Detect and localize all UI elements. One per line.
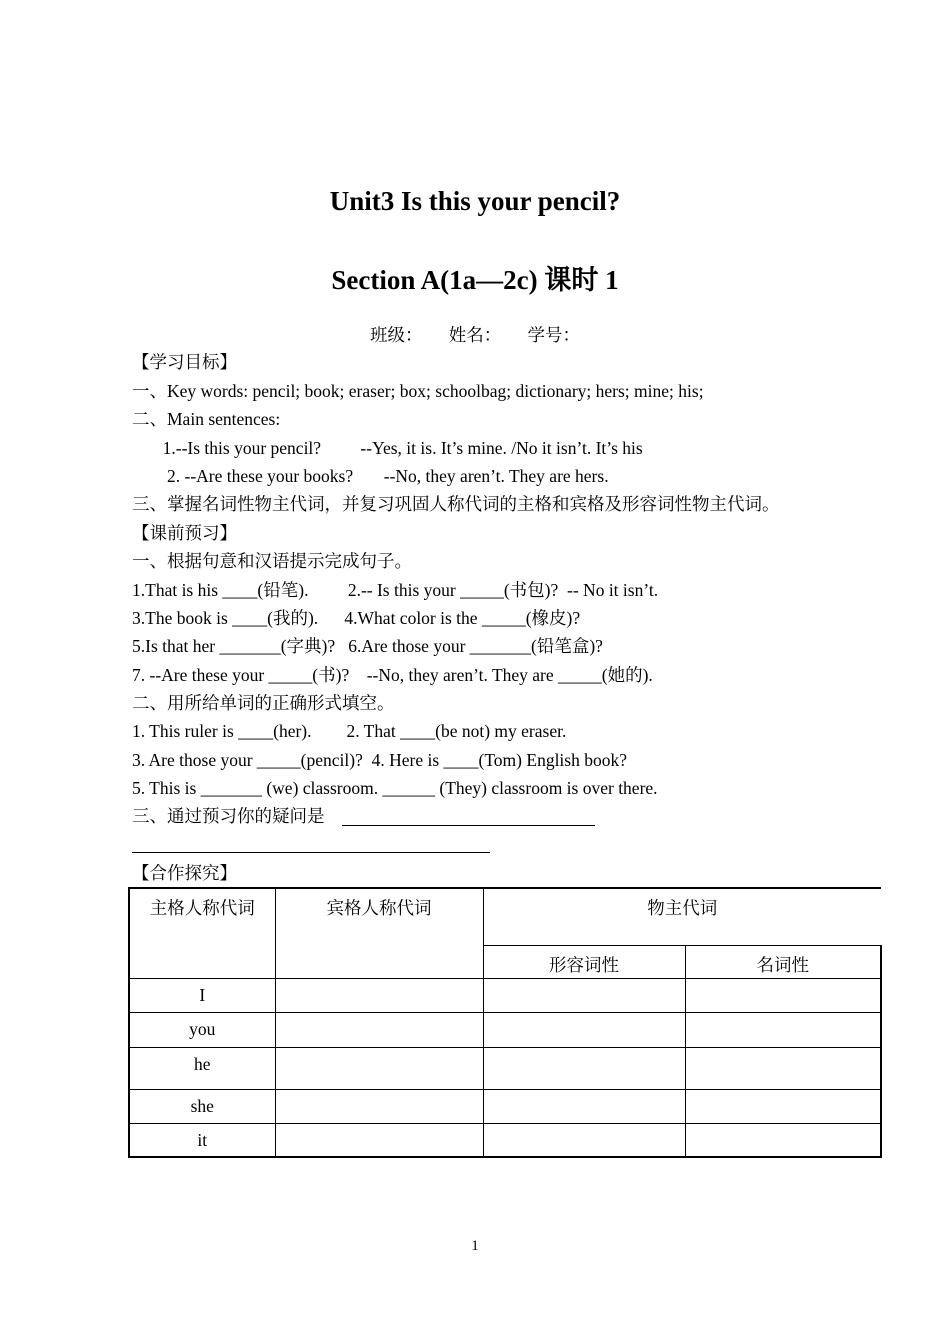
answer-cell[interactable] <box>483 1013 685 1048</box>
header-subject-pronoun: 主格人称代词 <box>129 888 275 979</box>
table-row-label: he <box>129 1048 275 1090</box>
section-subtitle: Section A(1a—2c) 课时 1 <box>331 265 619 295</box>
answer-cell[interactable] <box>275 1048 483 1090</box>
answer-cell[interactable] <box>275 1090 483 1124</box>
goals-grammar: 三、掌握名词性物主代词，并复习巩固人称代词的主格和宾格及形容词性物主代词。 <box>132 494 780 514</box>
preview-question-line: 1.That is his ____(铅笔). 2.-- Is this your _____(书包)? -- No it isn’t. <box>132 580 659 600</box>
page-title: Unit3 Is this your pencil? <box>329 186 621 216</box>
pronoun-table <box>128 887 882 1158</box>
preview-part3-title: 三、通过预习你的疑问是 <box>132 806 325 826</box>
preview-question-line: 5. This is _______ (we) classroom. ______ (They) classroom is over there. <box>132 778 658 798</box>
goals-main-sentences: 二、Main sentences: <box>132 409 281 429</box>
goals-sentence-2: 2. --Are these your books? --No, they aren’t. They are hers. <box>132 466 609 486</box>
preview-heading: 【课前预习】 <box>132 523 237 543</box>
preview-part2-title: 二、用所给单词的正确形式填空。 <box>132 693 395 713</box>
answer-cell[interactable] <box>685 979 881 1013</box>
preview-part1-title: 一、根据句意和汉语提示完成句子。 <box>132 551 412 571</box>
preview-question-line: 7. --Are these your _____(书)? --No, they aren’t. They are _____(她的). <box>132 665 653 685</box>
goals-keywords: 一、Key words: pencil; book; eraser; box; schoolbag; dictionary; hers; mine; his; <box>132 381 704 401</box>
question-answer-line <box>342 825 595 826</box>
explore-heading: 【合作探究】 <box>132 863 237 883</box>
goals-heading: 【学习目标】 <box>132 352 237 372</box>
table-row-label: I <box>129 979 275 1013</box>
answer-cell[interactable] <box>685 1124 881 1157</box>
answer-cell[interactable] <box>275 979 483 1013</box>
page-number: 1 <box>471 1238 479 1254</box>
header-object-pronoun: 宾格人称代词 <box>275 888 483 979</box>
header-possessive-pronoun: 物主代词 <box>483 888 881 946</box>
answer-cell[interactable] <box>275 1124 483 1157</box>
goals-sentence-1: 1.--Is this your pencil? --Yes, it is. It’s mine. /No it isn’t. It’s his <box>132 438 643 458</box>
table-row-label: you <box>129 1013 275 1048</box>
answer-cell[interactable] <box>685 1013 881 1048</box>
answer-cell[interactable] <box>275 1013 483 1048</box>
answer-cell[interactable] <box>483 1048 685 1090</box>
question-answer-line <box>132 852 490 853</box>
header-noun-form: 名词性 <box>685 946 881 979</box>
student-info-line: 班级： 姓名： 学号： <box>370 325 580 345</box>
preview-question-line: 3. Are those your _____(pencil)? 4. Here is ____(Tom) English book? <box>132 750 627 770</box>
table-row-label: she <box>129 1090 275 1124</box>
preview-question-line: 3.The book is ____(我的). 4.What color is the _____(橡皮)? <box>132 608 581 628</box>
preview-question-line: 5.Is that her _______(字典)? 6.Are those your _______(铅笔盒)? <box>132 636 603 656</box>
table-row-label: it <box>129 1124 275 1157</box>
answer-cell[interactable] <box>483 1090 685 1124</box>
preview-question-line: 1. This ruler is ____(her). 2. That ____(be not) my eraser. <box>132 721 567 741</box>
answer-cell[interactable] <box>685 1048 881 1090</box>
header-adjective-form: 形容词性 <box>483 946 685 979</box>
answer-cell[interactable] <box>685 1090 881 1124</box>
answer-cell[interactable] <box>483 979 685 1013</box>
answer-cell[interactable] <box>483 1124 685 1157</box>
